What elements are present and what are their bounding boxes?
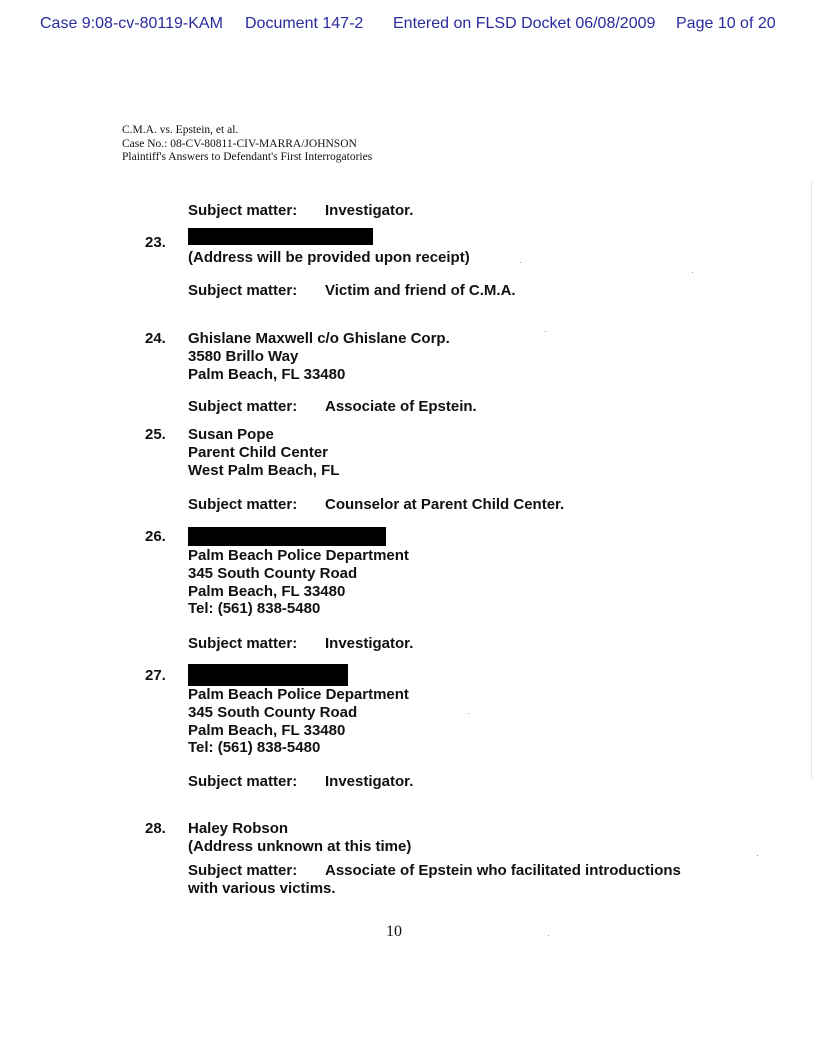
redaction-bar [188,664,348,686]
caption-document-title: Plaintiff's Answers to Defendant's First Interrogatories [122,151,373,163]
scan-speck [692,272,693,273]
entry-number: 27. [145,667,166,684]
entry-name-line: Haley Robson [188,820,289,837]
entry-name-line: Ghislane Maxwell c/o Ghislane Corp. [188,330,450,347]
scan-speck [757,855,758,856]
subject-value: Investigator. [325,773,414,790]
subject-value: Counselor at Parent Child Center. [325,496,565,513]
entry-name-line: Susan Pope [188,426,274,443]
scan-speck [545,331,546,332]
subject-label: Subject matter: [188,496,298,513]
subject-value: Investigator. [325,635,414,652]
entry-number: 24. [145,330,166,347]
caption-parties: C.M.A. vs. Epstein, et al. [122,124,239,136]
docket-document-number: Document 147-2 [245,15,364,32]
entry-address-line: Parent Child Center [188,444,329,461]
subject-label: Subject matter: [188,398,298,415]
entry-subject-matter [188,862,681,880]
scan-edge-line [811,180,812,780]
entry-address-line: (Address unknown at this time) [188,838,412,855]
docket-header [0,0,816,48]
entry-phone-line: Tel: (561) 838-5480 [188,600,321,617]
case-caption [122,124,372,165]
entry-subject-matter [188,773,413,791]
subject-label: Subject matter: [188,635,298,652]
entry-subject-matter [188,496,564,514]
redaction-bar [188,228,373,245]
entry-address-line: 3580 Brillo Way [188,348,299,365]
entry-subject-continuation: with various victims. [188,880,336,897]
entry-address-line: (Address will be provided upon receipt) [188,249,470,266]
scan-speck [468,713,469,714]
entry-number: 25. [145,426,166,443]
entry-number: 23. [145,234,166,251]
entry-subject-matter [188,635,413,653]
entry-address-line: 345 South County Road [188,565,358,582]
subject-label: Subject matter: [188,862,298,879]
entry-number: 26. [145,528,166,545]
scan-speck [548,935,549,936]
subject-label: Subject matter: [188,773,298,790]
docket-page-indicator: Page 10 of 20 [676,15,776,32]
entry-phone-line: Tel: (561) 838-5480 [188,739,321,756]
entry-address-line: Palm Beach, FL 33480 [188,366,346,383]
subject-value: Investigator. [325,202,414,219]
entry-address-line: Palm Beach, FL 33480 [188,583,346,600]
entry-address-line: Palm Beach Police Department [188,547,409,564]
redaction-bar [188,527,386,546]
subject-value: Associate of Epstein who facilitated introductions [325,862,681,879]
caption-case-number: Case No.: 08-CV-80811-CIV-MARRA/JOHNSON [122,137,357,150]
entry-address-line: West Palm Beach, FL [188,462,340,479]
scan-speck [520,262,521,263]
entry-address-line: Palm Beach Police Department [188,686,409,703]
subject-label: Subject matter: [188,282,298,299]
docket-entered-date: Entered on FLSD Docket 06/08/2009 [393,15,656,32]
intro-subject-matter [188,202,413,220]
docket-case-number: Case 9:08-cv-80119-KAM [40,15,223,32]
entry-address-line: 345 South County Road [188,704,358,721]
entry-subject-matter [188,398,477,416]
subject-value: Associate of Epstein. [325,398,477,415]
entry-address-line: Palm Beach, FL 33480 [188,722,346,739]
entry-subject-matter [188,282,516,300]
subject-value: Victim and friend of C.M.A. [325,282,516,299]
page-number: 10 [386,923,402,940]
entry-number: 28. [145,820,166,837]
subject-label: Subject matter: [188,202,298,219]
